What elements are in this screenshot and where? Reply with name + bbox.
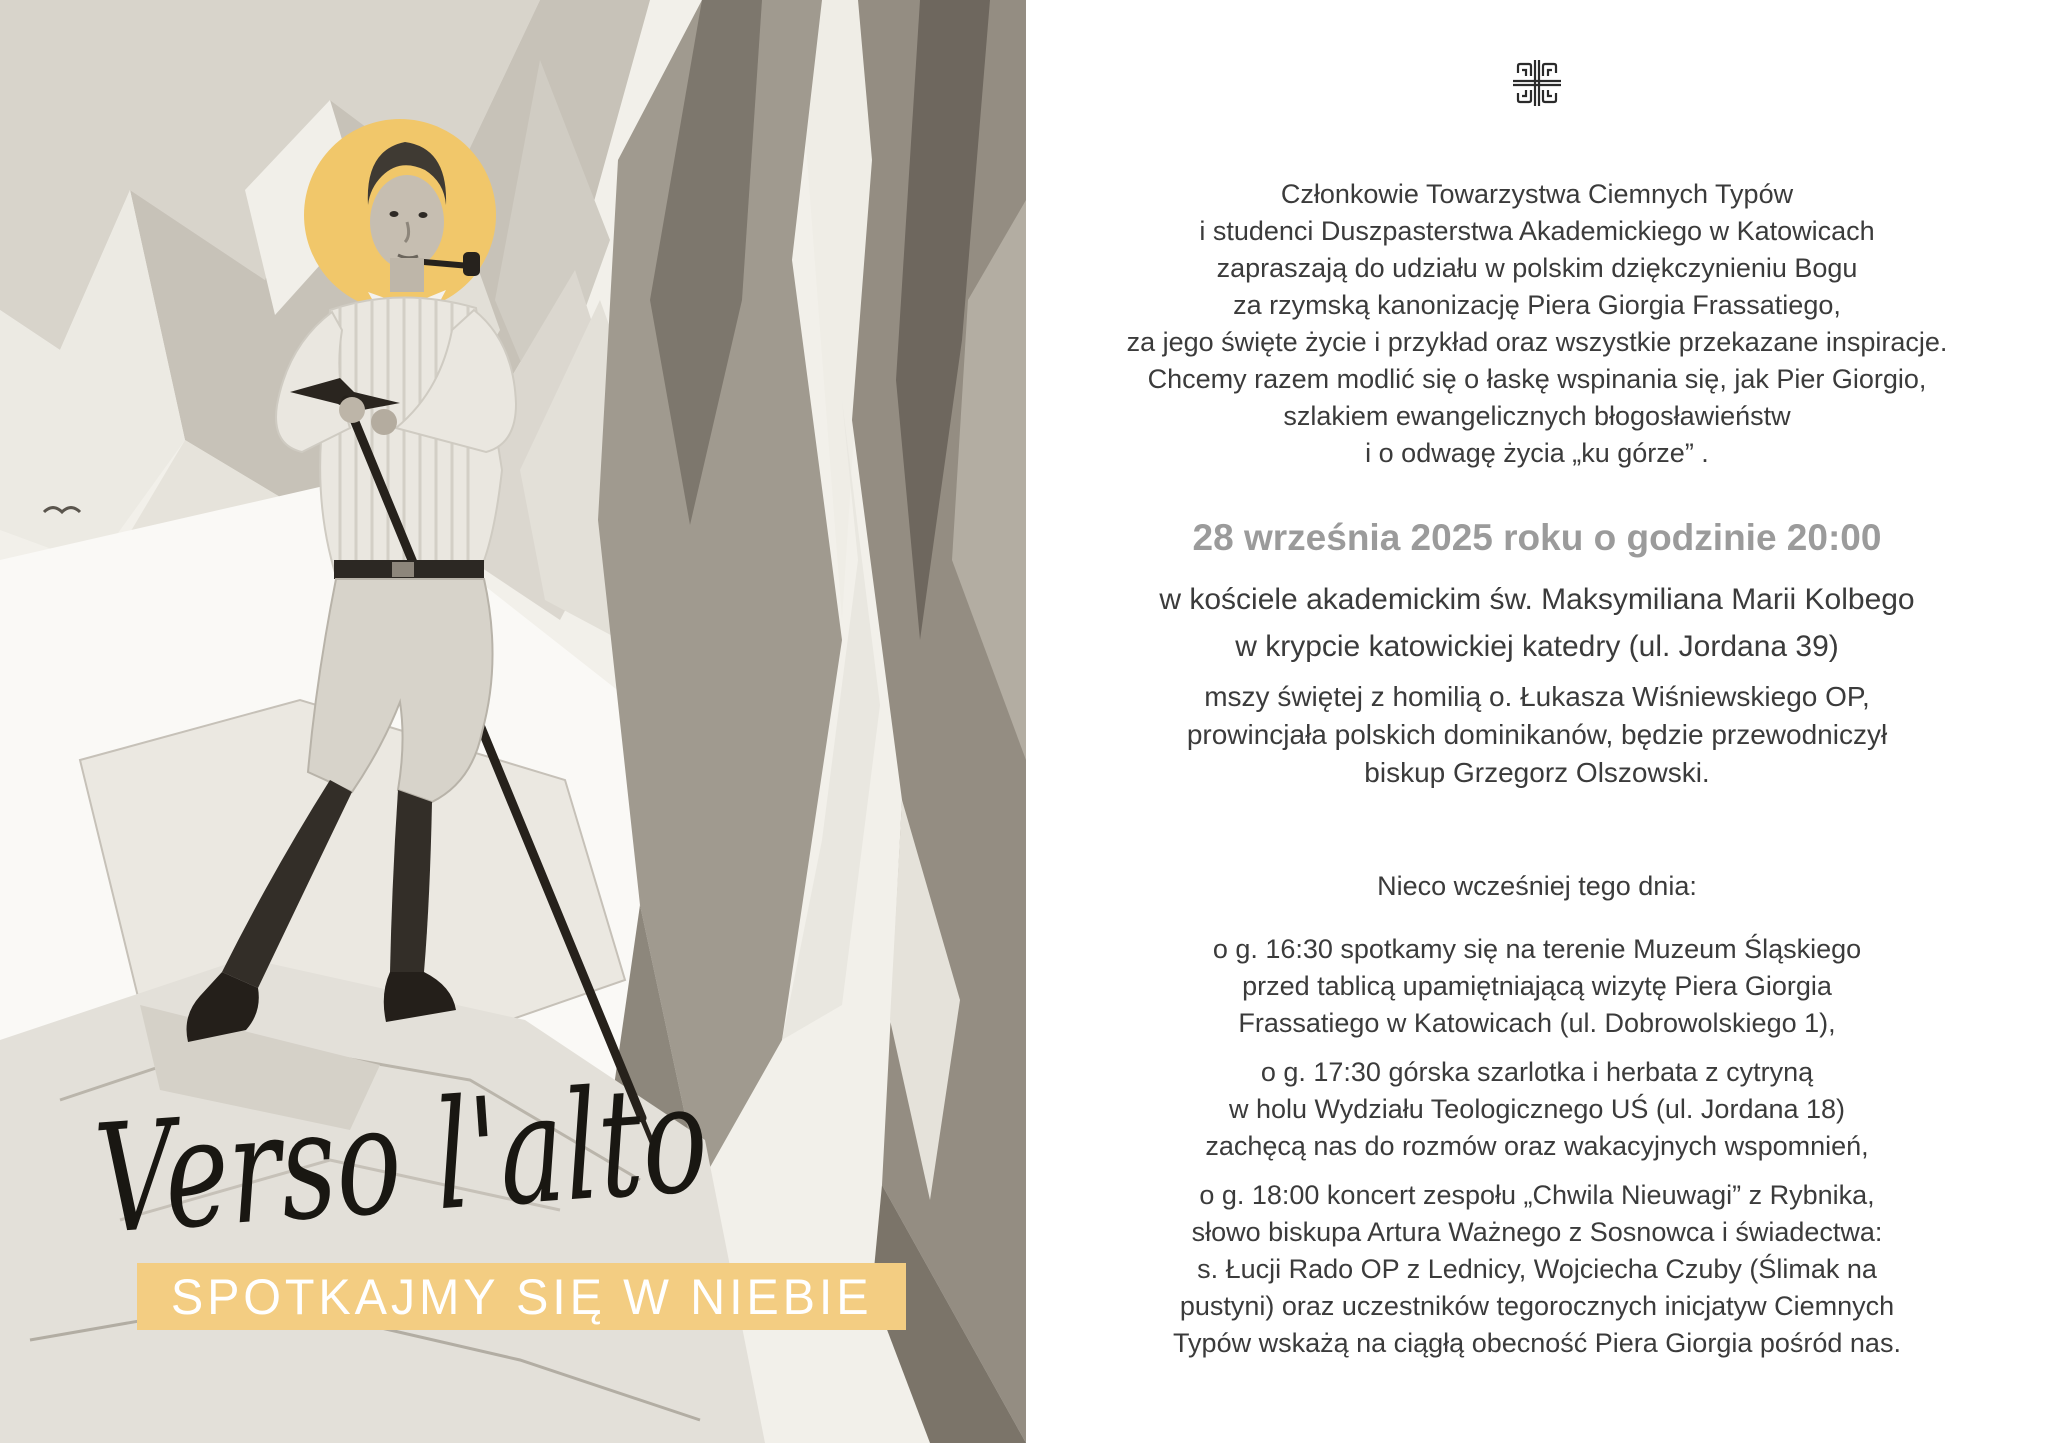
mass-line: biskup Grzegorz Olszowski. <box>1364 757 1710 788</box>
intro-paragraph <box>1026 176 2048 472</box>
intro-line: Członkowie Towarzystwa Ciemnych Typów <box>1280 179 1794 209</box>
schedule-line: przed tablicą upamiętniającą wizytę Piera Giorgia <box>1242 971 1832 1001</box>
mass-line: prowincjała polskich dominikanów, będzie przewodniczył <box>1186 719 1888 750</box>
schedule-line: Frassatiego w Katowicach (ul. Dobrowolskiego 1), <box>1238 1008 1836 1038</box>
schedule-line: o g. 18:00 koncert zespołu „Chwila Nieuwagi” z Rybnika, <box>1199 1180 1875 1210</box>
venue-line: w krypcie katowickiej katedry (ul. Jordana 39) <box>1235 630 1839 663</box>
schedule-line: pustyni) oraz uczestników tegorocznych inicjatyw Ciemnych <box>1179 1291 1895 1321</box>
signature-verso-lalto: Verso l'alto <box>90 1035 948 1268</box>
intro-line: i studenci Duszpasterstwa Akademickiego w Katowicach <box>1199 216 1875 246</box>
schedule-line: o g. 17:30 górska szarlotka i herbata z cytryną <box>1260 1057 1814 1087</box>
ornamental-cross-icon <box>1513 60 1561 106</box>
banner-label: SPOTKAJMY SIĘ W NIEBIE <box>170 1268 873 1325</box>
intro-line: zapraszają do udziału w polskim dziękczynieniu Bogu <box>1216 253 1858 283</box>
schedule-line: zachęcą nas do rozmów oraz wakacyjnych wspomnień, <box>1205 1131 1869 1161</box>
logo-wrap <box>1026 60 2048 106</box>
venue-paragraph <box>1026 576 2048 670</box>
intro-line: za rzymską kanonizację Piera Giorgia Frassatiego, <box>1233 290 1841 320</box>
invitation-panel <box>1026 0 2048 1443</box>
event-datetime-heading: 28 września 2025 roku o godzinie 20:00 <box>1192 517 1882 558</box>
intro-line: szlakiem ewangelicznych błogosławieństw <box>1283 401 1791 431</box>
intro-line: Chcemy razem modlić się o łaskę wspinania się, jak Pier Giorgio, <box>1147 364 1927 394</box>
schedule-item-1730 <box>1026 1054 2048 1165</box>
schedule-line: o g. 16:30 spotkamy się na terenie Muzeum Śląskiego <box>1212 934 1862 964</box>
schedule-line: s. Łucji Rado OP z Lednicy, Wojciecha Czuby (Ślimak na <box>1197 1254 1877 1284</box>
schedule-line: Typów wskażą na ciągłą obecność Piera Giorgia pośród nas. <box>1173 1328 1901 1358</box>
banner <box>137 1263 906 1330</box>
mass-paragraph <box>1026 678 2048 792</box>
intro-line: i o odwagę życia „ku górze” . <box>1365 438 1709 468</box>
intro-line: za jego święte życie i przykład oraz wszystkie przekazane inspiracje. <box>1126 327 1948 357</box>
schedule-item-1800 <box>1026 1177 2048 1362</box>
schedule-line: słowo biskupa Artura Ważnego z Sosnowca i świadectwa: <box>1191 1217 1883 1247</box>
mass-line: mszy świętej z homilią o. Łukasza Wiśniewskiego OP, <box>1204 681 1870 712</box>
earlier-heading: Nieco wcześniej tego dnia: <box>1377 871 1697 901</box>
schedule-line: w holu Wydziału Teologicznego UŚ (ul. Jordana 18) <box>1228 1094 1846 1124</box>
schedule-item-1630 <box>1026 931 2048 1042</box>
venue-line: w kościele akademickim św. Maksymiliana Marii Kolbego <box>1159 583 1915 616</box>
